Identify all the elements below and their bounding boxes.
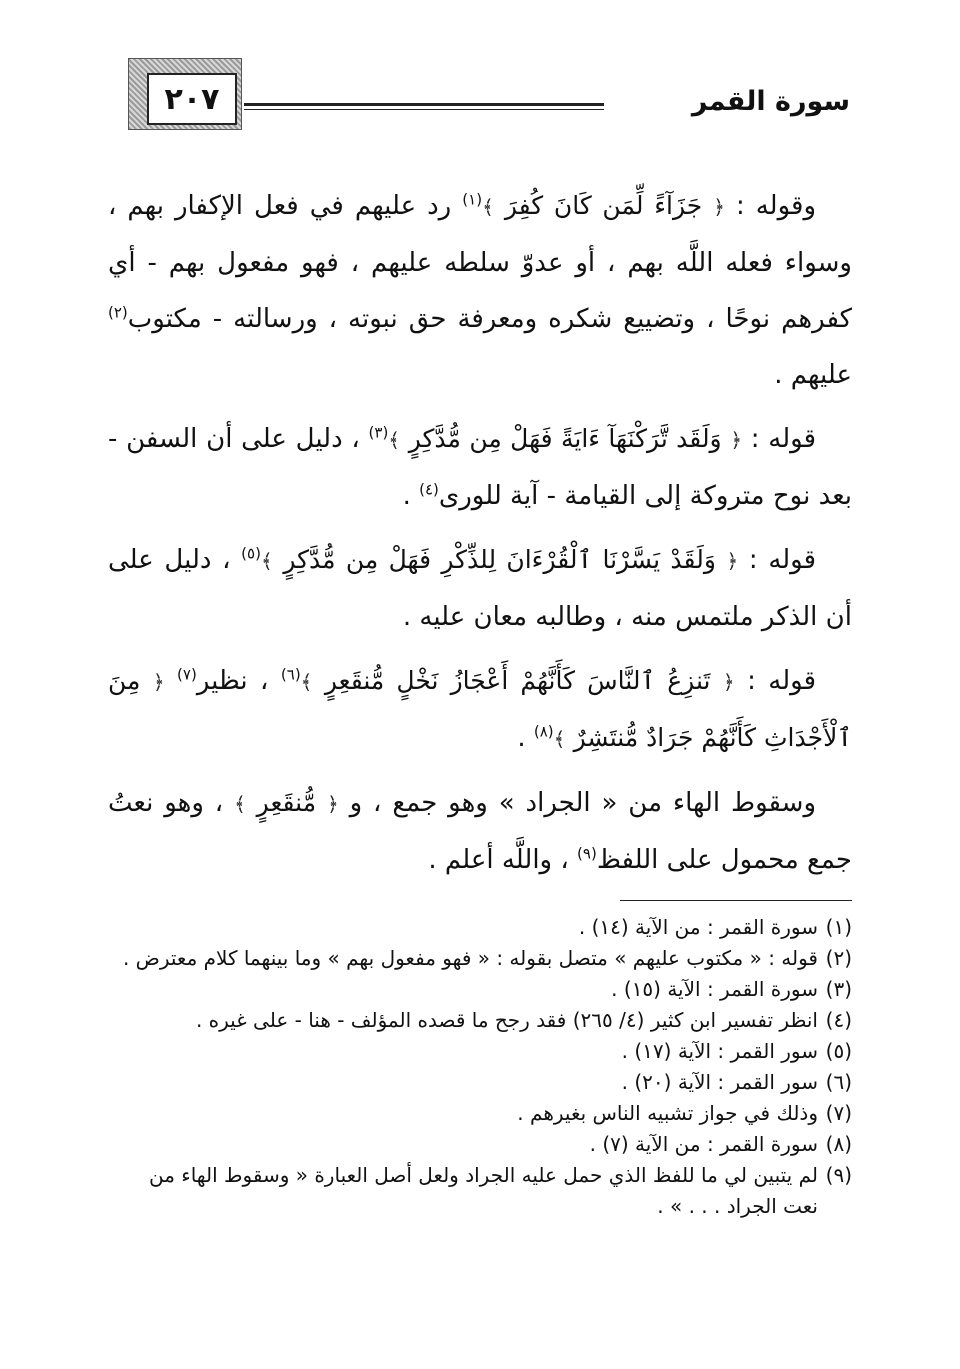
header-rule	[244, 103, 604, 106]
page-number: ٢٠٧	[147, 73, 237, 125]
footnote-item	[108, 943, 852, 974]
ornate-bracket-close: ﴾	[260, 549, 273, 573]
footnote-text: قوله : « مكتوب عليهم » متصل بقوله : « فهو مفعول بهم » وما بينهما كلام معترض .	[122, 946, 818, 970]
quran-verse: جَزَآءً لِّمَن كَانَ كُفِرَ	[504, 191, 703, 220]
footnote-text: لم يتبين لي ما للفظ الذي حمل عليه الجراد ولعل أصل العبارة « وسقوط الهاء من نعت الجراد . . . » .	[149, 1163, 818, 1218]
footnote-number: (٩)	[825, 1163, 852, 1187]
ornate-bracket-close: ﴾	[553, 727, 566, 751]
footnote-item	[108, 1098, 852, 1129]
footnote-ref: (١)	[462, 190, 483, 209]
ornate-bracket-open: ﴿	[152, 670, 165, 694]
footnote-item	[108, 1005, 852, 1036]
paragraph-text: ، وهو نعتُ جمع محمول على اللفظ	[108, 788, 852, 875]
main-text	[108, 178, 852, 896]
footnote-number: (١)	[825, 915, 852, 939]
ornate-bracket-open: ﴿	[726, 549, 739, 573]
footnote-item	[108, 1160, 852, 1222]
paragraph-3	[108, 532, 852, 645]
footnote-number: (٥)	[825, 1039, 852, 1063]
lead-word: قوله :	[747, 666, 817, 696]
lead-word: قوله :	[748, 545, 817, 575]
paragraph-2	[108, 411, 852, 524]
footnote-text: سور القمر : الآية (٢٠) .	[621, 1070, 818, 1094]
surah-title: سورة القمر	[691, 86, 850, 117]
ornate-bracket-open: ﴿	[730, 428, 743, 452]
paragraph-text: رد عليهم في فعل الإكفار بهم ، وسواء فعله اللَّه بهم ، أو عدوّ سلطه عليهم ، فهو مفعول بهم - أي كفرهم نوحًا ، وتضييع شكره ومعرفة حق نبوته ، ورسالته - مكتوب	[108, 191, 852, 334]
ornate-bracket-close: ﴾	[388, 428, 401, 452]
footnote-text: سورة القمر : من الآية (١٤) .	[578, 915, 818, 939]
footnote-number: (٣)	[825, 977, 852, 1001]
quran-verse: تَنزِعُ ٱلنَّاسَ كَأَنَّهُمْ أَعْجَازُ نَخْلٍ مُّنقَعِرٍ	[324, 666, 711, 695]
paragraph-5	[108, 775, 852, 888]
footnote-text: انظر تفسير ابن كثير (٤/ ٢٦٥) فقد رجح ما قصده المؤلف - هنا - على غيره .	[195, 1008, 818, 1032]
footnote-number: (٨)	[825, 1132, 852, 1156]
paragraph-text: ، دليل على أن الذكر ملتمس منه ، وطالبه معان عليه .	[108, 545, 852, 632]
footnotes-section	[108, 912, 852, 1222]
footnote-ref: (٢)	[108, 303, 128, 322]
paragraph-text: .	[402, 481, 411, 511]
footnote-ref: (٤)	[419, 480, 439, 499]
lead-word: قوله :	[750, 424, 816, 454]
quran-verse: مِنَ ٱلْأَجْدَاثِ كَأَنَّهُمْ جَرَادٌ مُّنتَشِرٌ	[108, 666, 852, 752]
footnote-number: (٦)	[825, 1070, 852, 1094]
ornate-bracket-open: ﴿	[327, 792, 339, 816]
footnote-ref: (٩)	[577, 844, 597, 863]
quran-verse: وَلَقَد تَّرَكْنَهَآ ءَايَةً فَهَلْ مِن مُّدَّكِرٍ	[408, 424, 722, 453]
footnote-number: (٢)	[825, 946, 852, 970]
paragraph-1	[108, 178, 852, 403]
paragraph-text: وسقوط الهاء من « الجراد » وهو جمع ، و	[349, 788, 817, 818]
ornate-bracket-open: ﴿	[713, 195, 725, 219]
footnote-ref: (٨)	[533, 722, 554, 741]
footnote-text: وذلك في جواز تشبيه الناس بغيرهم .	[517, 1101, 818, 1125]
footnote-item	[108, 1036, 852, 1067]
quran-verse: مُّنقَعِرٍ	[256, 788, 317, 817]
footnote-item	[108, 912, 852, 943]
footnote-item	[108, 974, 852, 1005]
footnote-ref: (٧)	[177, 665, 197, 684]
paragraph-text: عليهم .	[774, 360, 852, 390]
page-number-frame	[128, 58, 242, 130]
footnote-number: (٧)	[825, 1101, 852, 1125]
footnote-text: سورة القمر : من الآية (٧) .	[589, 1132, 818, 1156]
ornate-bracket-open: ﴿	[722, 670, 735, 694]
footnote-number: (٤)	[825, 1008, 852, 1032]
footnote-text: سور القمر : الآية (١٧) .	[621, 1039, 818, 1063]
lead-word: وقوله :	[735, 191, 817, 221]
footnote-ref: (٦)	[280, 665, 301, 684]
ornate-bracket-close: ﴾	[482, 195, 494, 219]
ornate-bracket-close: ﴾	[234, 792, 246, 816]
paragraph-text: .	[517, 723, 526, 753]
ornate-bracket-close: ﴾	[300, 670, 313, 694]
footnote-text: سورة القمر : الآية (١٥) .	[611, 977, 818, 1001]
paragraph-text: ، دليل على أن السفن - بعد نوح متروكة إلى القيامة - آية للورى	[108, 424, 852, 511]
footnote-ref: (٥)	[241, 544, 261, 563]
paragraph-text: ، واللَّه أعلم .	[428, 845, 569, 875]
footnote-separator	[620, 900, 852, 901]
quran-verse: وَلَقَدْ يَسَّرْنَا ٱلْقُرْءَانَ لِلذِّكْرِ فَهَلْ مِن مُّدَّكِرٍ	[283, 545, 716, 574]
footnote-item	[108, 1067, 852, 1098]
header-rule-thin	[244, 109, 604, 110]
paragraph-text: ، نظير	[196, 666, 269, 696]
footnote-item	[108, 1129, 852, 1160]
paragraph-4	[108, 653, 852, 767]
footnote-ref: (٣)	[368, 423, 389, 442]
